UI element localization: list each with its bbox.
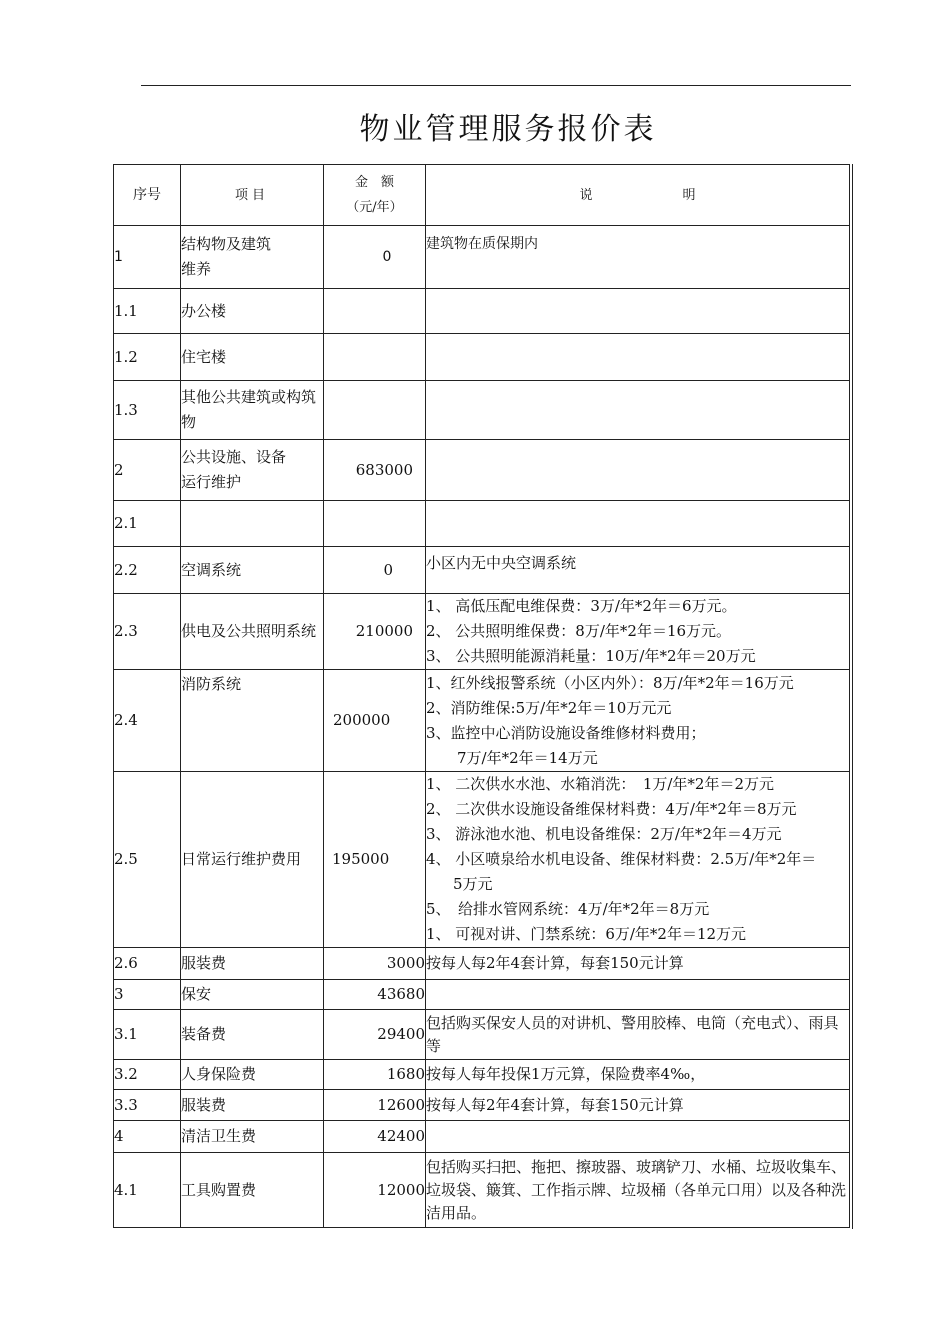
row-name-line: 其他公共建筑或构筑 bbox=[181, 388, 317, 406]
header-desc-b: 明 bbox=[682, 187, 696, 203]
table-row bbox=[114, 772, 850, 948]
row-desc: 建筑物在质保期内 bbox=[426, 226, 850, 289]
row-seq: 1.1 bbox=[114, 289, 181, 334]
row-seq: 2.3 bbox=[114, 594, 181, 670]
top-rule bbox=[141, 85, 851, 86]
desc-line: 1、红外线报警系统（小区内外）：8万/年*2年＝16万元 bbox=[426, 673, 794, 692]
row-desc bbox=[426, 1121, 850, 1153]
row-amount: 3000 bbox=[324, 948, 426, 980]
row-amount: 0 bbox=[324, 547, 426, 594]
row-name: 消防系统 bbox=[181, 670, 324, 772]
row-desc: 包括购买扫把、拖把、擦玻器、玻璃铲刀、水桶、垃圾收集车、垃圾袋、簸箕、工作指示牌、垃圾桶（各单元口用）以及各种洗洁用品。 bbox=[426, 1153, 850, 1228]
row-amount bbox=[324, 289, 426, 334]
row-desc: 包括购买保安人员的对讲机、警用胶棒、电筒（充电式）、雨具等 bbox=[426, 1010, 850, 1060]
row-amount: 12000 bbox=[324, 1153, 426, 1228]
row-name: 办公楼 bbox=[181, 289, 324, 334]
row-name-line: 公共设施、设备 bbox=[181, 448, 287, 466]
row-name: 服装费 bbox=[181, 948, 324, 980]
header-desc bbox=[426, 165, 850, 226]
row-amount: 42400 bbox=[324, 1121, 426, 1153]
row-name: 装备费 bbox=[181, 1010, 324, 1060]
row-amount: 683000 bbox=[324, 440, 426, 501]
desc-line: 7万/年*2年＝14万元 bbox=[457, 748, 598, 767]
document-title: 物业管理服务报价表 bbox=[359, 112, 657, 147]
desc-line: 2、 二次供水设施设备维保材料费：4万/年*2年＝8万元 bbox=[426, 800, 797, 818]
table-row bbox=[114, 547, 850, 594]
header-amount bbox=[324, 165, 426, 226]
row-seq: 2.6 bbox=[114, 948, 181, 980]
row-desc bbox=[426, 501, 850, 547]
desc-line: 3、 公共照明能源消耗量：10万/年*2年＝20万元 bbox=[426, 647, 756, 665]
quote-table bbox=[113, 164, 850, 1228]
desc-line: 2、消防维保:5万/年*2年＝10万元元 bbox=[426, 698, 672, 717]
row-desc bbox=[426, 980, 850, 1010]
row-seq: 2.4 bbox=[114, 670, 181, 772]
row-amount: 43680 bbox=[324, 980, 426, 1010]
table-row bbox=[114, 381, 850, 440]
row-desc bbox=[426, 772, 850, 948]
desc-line: 3、监控中心消防设施设备维修材料费用； bbox=[426, 723, 706, 742]
row-name: 工具购置费 bbox=[181, 1153, 324, 1228]
table-row bbox=[114, 1090, 850, 1121]
row-name-line: 维养 bbox=[181, 260, 212, 278]
row-desc bbox=[426, 289, 850, 334]
header-amount-line1: 金 额 bbox=[354, 175, 394, 190]
row-name: 人身保险费 bbox=[181, 1060, 324, 1090]
row-amount bbox=[324, 381, 426, 440]
row-amount: 200000 bbox=[324, 670, 426, 772]
table-outer-rule bbox=[852, 164, 853, 1229]
row-name bbox=[181, 381, 324, 440]
row-seq: 3 bbox=[114, 980, 181, 1010]
row-amount: 0 bbox=[324, 226, 426, 289]
desc-line: 3、 游泳池水池、机电设备维保：2万/年*2年＝4万元 bbox=[426, 825, 782, 843]
table-row bbox=[114, 948, 850, 980]
table-row bbox=[114, 334, 850, 381]
table-row bbox=[114, 1010, 850, 1060]
desc-line: 1、 可视对讲、门禁系统：6万/年*2年＝12万元 bbox=[426, 925, 747, 943]
row-name-line: 运行维护 bbox=[181, 473, 242, 491]
row-name bbox=[181, 440, 324, 501]
desc-line: 1、 二次供水水池、水箱消洗： 1万/年*2年＝2万元 bbox=[426, 775, 774, 793]
desc-line: 5万元 bbox=[453, 875, 493, 893]
row-desc bbox=[426, 334, 850, 381]
row-amount bbox=[324, 501, 426, 547]
table-row bbox=[114, 1060, 850, 1090]
row-seq: 1.3 bbox=[114, 381, 181, 440]
table-row bbox=[114, 1153, 850, 1228]
row-seq: 2.2 bbox=[114, 547, 181, 594]
row-amount: 1680 bbox=[324, 1060, 426, 1090]
table-row bbox=[114, 594, 850, 670]
row-desc: 按每人每年投保1万元算，保险费率4‰， bbox=[426, 1060, 850, 1090]
row-name-line: 结构物及建筑 bbox=[181, 235, 272, 253]
row-name: 日常运行维护费用 bbox=[181, 772, 324, 948]
desc-line: 4、 小区喷泉给水机电设备、维保材料费：2.5万/年*2年＝ bbox=[426, 850, 817, 868]
row-seq: 2.1 bbox=[114, 501, 181, 547]
table-row bbox=[114, 289, 850, 334]
row-name: 保安 bbox=[181, 980, 324, 1010]
table-row bbox=[114, 980, 850, 1010]
row-desc: 按每人每2年4套计算，每套150元计算 bbox=[426, 948, 850, 980]
row-name bbox=[181, 501, 324, 547]
row-name: 住宅楼 bbox=[181, 334, 324, 381]
row-desc: 小区内无中央空调系统 bbox=[426, 547, 850, 594]
row-name: 供电及公共照明系统 bbox=[181, 594, 324, 670]
table-row bbox=[114, 440, 850, 501]
row-seq: 3.2 bbox=[114, 1060, 181, 1090]
table-row bbox=[114, 226, 850, 289]
row-seq: 2.5 bbox=[114, 772, 181, 948]
row-name bbox=[181, 226, 324, 289]
row-desc bbox=[426, 594, 850, 670]
row-amount: 210000 bbox=[324, 594, 426, 670]
table-row bbox=[114, 1121, 850, 1153]
row-amount: 29400 bbox=[324, 1010, 426, 1060]
desc-line: 5、 给排水管网系统：4万/年*2年＝8万元 bbox=[426, 900, 710, 918]
row-amount bbox=[324, 334, 426, 381]
row-seq: 1.2 bbox=[114, 334, 181, 381]
header-desc-a: 说 bbox=[579, 187, 593, 203]
desc-line: 1、 高低压配电维保费：3万/年*2年＝6万元。 bbox=[426, 597, 737, 615]
row-name: 服装费 bbox=[181, 1090, 324, 1121]
row-desc bbox=[426, 440, 850, 501]
row-seq: 4.1 bbox=[114, 1153, 181, 1228]
desc-line: 2、 公共照明维保费：8万/年*2年＝16万元。 bbox=[426, 622, 732, 640]
row-seq: 3.1 bbox=[114, 1010, 181, 1060]
row-name-line: 物 bbox=[181, 413, 197, 431]
row-amount: 195000 bbox=[324, 772, 426, 948]
row-seq: 2 bbox=[114, 440, 181, 501]
row-name: 清洁卫生费 bbox=[181, 1121, 324, 1153]
row-amount: 12600 bbox=[324, 1090, 426, 1121]
table-header-row bbox=[114, 165, 850, 226]
row-desc bbox=[426, 381, 850, 440]
row-desc bbox=[426, 670, 850, 772]
header-seq: 序号 bbox=[114, 165, 181, 226]
table-row bbox=[114, 670, 850, 772]
header-amount-line2: （元/年） bbox=[346, 200, 403, 215]
table-row bbox=[114, 501, 850, 547]
row-desc: 按每人每2年4套计算，每套150元计算 bbox=[426, 1090, 850, 1121]
row-seq: 3.3 bbox=[114, 1090, 181, 1121]
row-seq: 1 bbox=[114, 226, 181, 289]
row-seq: 4 bbox=[114, 1121, 181, 1153]
header-item: 项目 bbox=[181, 165, 324, 226]
row-name: 空调系统 bbox=[181, 547, 324, 594]
